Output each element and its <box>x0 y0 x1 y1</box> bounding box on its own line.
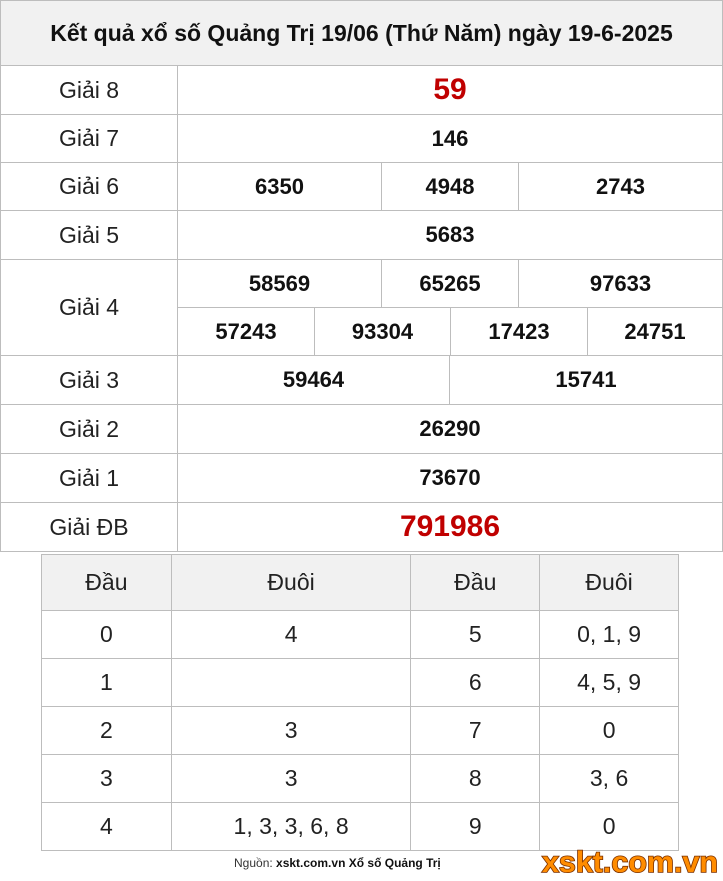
source-caption <box>234 856 441 870</box>
loto-tail-digits: 1, 3, 3, 6, 8 <box>171 803 411 851</box>
prize-row-1 <box>1 454 722 503</box>
prize-number: 58569 <box>248 270 311 296</box>
prize-row-3 <box>1 356 722 405</box>
logo-text: xskt.com.vn <box>542 846 718 879</box>
prize-label: Giải 6 <box>1 163 178 210</box>
prize-number: 26290 <box>419 416 481 441</box>
loto-head-digit: 3 <box>42 755 172 803</box>
loto-tail-digits: 3 <box>171 707 411 755</box>
loto-tail-digits: 0 <box>540 803 679 851</box>
prize-label: Giải 8 <box>1 66 178 114</box>
loto-head-digit: 0 <box>42 611 172 659</box>
prize-number: 17423 <box>450 308 587 355</box>
loto-head-digit: 7 <box>411 707 540 755</box>
loto-tail-digits: 0 <box>540 707 679 755</box>
prize-number: 93304 <box>314 308 450 355</box>
loto-head-digit: 2 <box>42 707 172 755</box>
source-site-link[interactable]: xskt.com.vn <box>276 856 346 870</box>
prize-number: 6350 <box>255 173 304 199</box>
loto-tail-digits <box>171 659 411 707</box>
prize-number: 2743 <box>518 163 722 210</box>
prize-label: Giải ĐB <box>1 503 178 551</box>
prize-number: 65265 <box>381 260 518 307</box>
loto-head-digit: 6 <box>411 659 540 707</box>
loto-tail-digits: 4, 5, 9 <box>540 659 679 707</box>
loto-head-digit: 1 <box>42 659 172 707</box>
prize-number: 57243 <box>215 318 277 344</box>
prize-number: 59464 <box>282 367 345 392</box>
loto-row <box>42 611 679 659</box>
prize-row-6 <box>1 163 722 211</box>
xskt-logo <box>540 843 720 879</box>
prize-number: 4948 <box>381 163 518 210</box>
source-prefix: Nguồn: <box>234 856 277 870</box>
prize-number: 15741 <box>449 356 722 404</box>
loto-row <box>42 659 679 707</box>
prize-label: Giải 1 <box>1 454 178 502</box>
prize-row-5 <box>1 211 722 260</box>
loto-head-digit: 9 <box>411 803 540 851</box>
prize-number: 97633 <box>518 260 722 307</box>
prize-label: Giải 3 <box>1 356 178 404</box>
prize-number: 5683 <box>425 222 475 247</box>
loto-tail-digits: 0, 1, 9 <box>540 611 679 659</box>
loto-head-digit: 5 <box>411 611 540 659</box>
prize-number: 59 <box>433 73 467 106</box>
loto-head-digit: 4 <box>42 803 172 851</box>
prize-row-special <box>1 503 722 551</box>
prize-label: Giải 5 <box>1 211 178 259</box>
special-prize-number: 791986 <box>399 510 501 543</box>
loto-head-digit: 8 <box>411 755 540 803</box>
loto-header: Đầu <box>411 555 540 611</box>
results-title: Kết quả xổ số Quảng Trị 19/06 (Thứ Năm) ngày 19-6-2025 <box>1 1 722 66</box>
loto-tail-digits: 3, 6 <box>540 755 679 803</box>
source-suffix: Xổ số Quảng Trị <box>348 856 441 870</box>
prize-number: 24751 <box>587 308 722 355</box>
prize-label: Giải 4 <box>1 260 178 355</box>
prize-row-4 <box>1 260 722 356</box>
loto-tail-digits: 4 <box>171 611 411 659</box>
loto-tail-digits: 3 <box>171 755 411 803</box>
loto-header-row <box>42 555 679 611</box>
prize-number: 73670 <box>419 465 481 490</box>
prize-row-2 <box>1 405 722 454</box>
loto-header: Đuôi <box>171 555 411 611</box>
loto-header: Đầu <box>42 555 172 611</box>
loto-header: Đuôi <box>540 555 679 611</box>
loto-table <box>41 554 679 851</box>
prize-number: 146 <box>431 125 469 151</box>
prize-label: Giải 2 <box>1 405 178 453</box>
prize-label: Giải 7 <box>1 115 178 162</box>
loto-row <box>42 707 679 755</box>
loto-row <box>42 755 679 803</box>
prize-row-7 <box>1 115 722 163</box>
prize-row-8 <box>1 66 722 115</box>
